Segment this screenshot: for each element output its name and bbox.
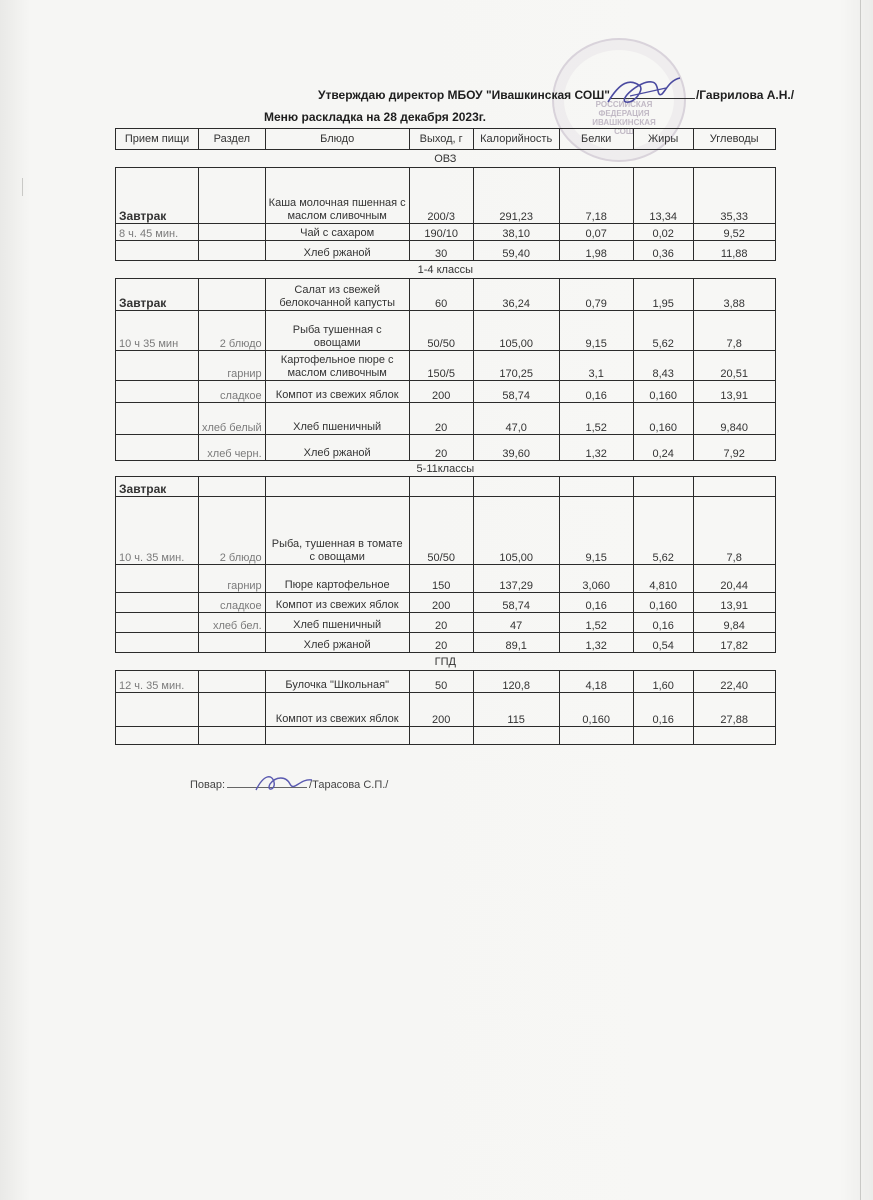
- cell-meal: [116, 381, 199, 403]
- cook-label: Повар:: [190, 779, 226, 791]
- cell-fat: 5,62: [633, 497, 693, 565]
- cell-section: сладкое: [199, 381, 266, 403]
- cell-carbs: 35,33: [693, 168, 775, 224]
- cell-carbs: 9,840: [693, 403, 775, 435]
- cell-meal: [116, 693, 199, 727]
- cell-fat: 8,43: [633, 351, 693, 381]
- approval-line: [318, 88, 794, 102]
- cell-output: 20: [409, 435, 473, 461]
- cell-section: хлеб белый: [199, 403, 266, 435]
- table-row: [116, 311, 776, 351]
- section-title-row: [116, 461, 776, 477]
- cell-calories: 291,23: [473, 168, 559, 224]
- cell-dish: Компот из свежих яблок: [265, 693, 409, 727]
- column-header: Прием пищи: [116, 129, 199, 150]
- column-header: Раздел: [199, 129, 266, 150]
- cell-dish: Рыба, тушенная в томате с овощами: [265, 497, 409, 565]
- cell-calories: 58,74: [473, 593, 559, 613]
- cell-protein: 9,15: [559, 311, 633, 351]
- cell-carbs: 22,40: [693, 671, 775, 693]
- cell-protein: 3,1: [559, 351, 633, 381]
- cell-dish: Хлеб ржаной: [265, 435, 409, 461]
- cell-dish: Булочка "Школьная": [265, 671, 409, 693]
- cell-dish: Хлеб пшеничный: [265, 403, 409, 435]
- cell-output: 150/5: [409, 351, 473, 381]
- cell-protein: 0,16: [559, 381, 633, 403]
- cell-output: 50/50: [409, 311, 473, 351]
- cell-protein: 4,18: [559, 671, 633, 693]
- cell-carbs: 7,8: [693, 311, 775, 351]
- cell-section: [199, 168, 266, 224]
- cell-dish: Хлеб ржаной: [265, 241, 409, 261]
- table-row: [116, 351, 776, 381]
- column-header: Выход, г: [409, 129, 473, 150]
- table-row: [116, 565, 776, 593]
- table-row: [116, 633, 776, 653]
- cell-meal: [116, 241, 199, 261]
- cell-meal: [116, 593, 199, 613]
- scan-artifact: [22, 178, 23, 196]
- cell-protein: 9,15: [559, 497, 633, 565]
- cell-protein: 1,52: [559, 403, 633, 435]
- cell-dish: Компот из свежих яблок: [265, 381, 409, 403]
- cell-carbs: 27,88: [693, 693, 775, 727]
- table-row: [116, 727, 776, 745]
- cell-calories: 47,0: [473, 403, 559, 435]
- cell-carbs: 9,52: [693, 224, 775, 241]
- section-title: ГПД: [434, 655, 456, 668]
- cell-calories: 170,25: [473, 351, 559, 381]
- cell-section: [199, 224, 266, 241]
- cell-calories: 120,8: [473, 671, 559, 693]
- cell-protein: 7,18: [559, 168, 633, 224]
- cell-meal: [116, 613, 199, 633]
- table-row: [116, 671, 776, 693]
- cell-dish: Салат из свежей белокочанной капусты: [265, 279, 409, 311]
- approval-suffix: /Гаврилова А.Н./: [695, 88, 795, 102]
- cook-name: /Тарасова С.П./: [309, 779, 389, 791]
- menu-table: [115, 128, 776, 745]
- cell-dish: Хлеб ржаной: [265, 633, 409, 653]
- table-row: [116, 241, 776, 261]
- cell-fat: 0,36: [633, 241, 693, 261]
- cell-calories: 39,60: [473, 435, 559, 461]
- cell-protein: 0,160: [559, 693, 633, 727]
- cell-calories: 38,10: [473, 224, 559, 241]
- section-title: ОВЗ: [434, 152, 457, 165]
- cell-protein: 0,79: [559, 279, 633, 311]
- table-row: [116, 435, 776, 461]
- table-row: [116, 693, 776, 727]
- table-row: [116, 403, 776, 435]
- cell-section: [199, 693, 266, 727]
- cell-meal: 10 ч. 35 мин.: [116, 497, 199, 565]
- cell-protein: [559, 477, 633, 497]
- cell-dish: Картофельное пюре с маслом сливочным: [265, 351, 409, 381]
- cell-fat: 0,02: [633, 224, 693, 241]
- cook-signature: [250, 770, 320, 798]
- table-row: [116, 279, 776, 311]
- table-row: [116, 613, 776, 633]
- column-header: Блюдо: [265, 129, 409, 150]
- cell-section: хлеб черн.: [199, 435, 266, 461]
- cell-carbs: 17,82: [693, 633, 775, 653]
- scan-artifact: [860, 0, 861, 1200]
- stamp-text: РОССИЙСКАЯ ФЕДЕРАЦИЯ ИВАШКИНСКАЯ СОШ: [592, 100, 656, 136]
- cell-carbs: 3,88: [693, 279, 775, 311]
- cell-protein: 1,32: [559, 633, 633, 653]
- cell-dish: Чай с сахаром: [265, 224, 409, 241]
- column-header: Углеводы: [693, 129, 775, 150]
- table-row: [116, 381, 776, 403]
- cell-meal: [116, 351, 199, 381]
- cell-calories: 36,24: [473, 279, 559, 311]
- cell-protein: 3,060: [559, 565, 633, 593]
- cell-section: [199, 477, 266, 497]
- cell-dish: [265, 477, 409, 497]
- cell-carbs: [693, 727, 775, 745]
- cell-calories: [473, 727, 559, 745]
- cell-output: 30: [409, 241, 473, 261]
- cell-calories: 89,1: [473, 633, 559, 653]
- cell-fat: 0,54: [633, 633, 693, 653]
- cell-section: хлеб бел.: [199, 613, 266, 633]
- table-row: [116, 593, 776, 613]
- cell-output: 200: [409, 693, 473, 727]
- cell-fat: 13,34: [633, 168, 693, 224]
- cell-meal: [116, 435, 199, 461]
- cell-meal: [116, 565, 199, 593]
- cell-carbs: 20,44: [693, 565, 775, 593]
- cell-dish: Пюре картофельное: [265, 565, 409, 593]
- cell-section: [199, 241, 266, 261]
- section-title: 5-11классы: [416, 462, 475, 475]
- cell-output: 200/3: [409, 168, 473, 224]
- cell-calories: [473, 477, 559, 497]
- cell-section: [199, 671, 266, 693]
- cell-fat: 0,24: [633, 435, 693, 461]
- table-row: [116, 168, 776, 224]
- cell-output: [409, 477, 473, 497]
- cell-calories: 105,00: [473, 497, 559, 565]
- cell-calories: 59,40: [473, 241, 559, 261]
- cell-meal: 12 ч. 35 мин.: [116, 671, 199, 693]
- column-header: Белки: [559, 129, 633, 150]
- section-title-row: [116, 653, 776, 671]
- cell-meal: Завтрак: [116, 279, 199, 311]
- cell-section: [199, 279, 266, 311]
- cell-output: 200: [409, 381, 473, 403]
- cell-output: 20: [409, 633, 473, 653]
- menu-title: Меню раскладка на 28 декабря 2023г.: [264, 110, 486, 124]
- section-title-row: [116, 261, 776, 279]
- cell-section: сладкое: [199, 593, 266, 613]
- cell-calories: 47: [473, 613, 559, 633]
- table-header-row: [116, 129, 776, 150]
- column-header: Жиры: [633, 129, 693, 150]
- section-title: 1-4 классы: [417, 263, 473, 276]
- cell-meal: Завтрак: [116, 168, 199, 224]
- cell-dish: Хлеб пшеничный: [265, 613, 409, 633]
- cell-output: 20: [409, 403, 473, 435]
- cell-output: 60: [409, 279, 473, 311]
- cell-output: 190/10: [409, 224, 473, 241]
- cell-fat: 0,160: [633, 403, 693, 435]
- cell-carbs: [693, 477, 775, 497]
- column-header: Калорийность: [473, 129, 559, 150]
- cell-carbs: 7,92: [693, 435, 775, 461]
- director-signature: [600, 72, 690, 112]
- cell-calories: 58,74: [473, 381, 559, 403]
- cell-protein: 1,52: [559, 613, 633, 633]
- cell-calories: 115: [473, 693, 559, 727]
- cell-section: [199, 633, 266, 653]
- cell-meal: [116, 403, 199, 435]
- cell-dish: [265, 727, 409, 745]
- cell-output: [409, 727, 473, 745]
- cell-dish: Каша молочная пшенная с маслом сливочным: [265, 168, 409, 224]
- cell-carbs: 13,91: [693, 593, 775, 613]
- cell-section: 2 блюдо: [199, 497, 266, 565]
- cell-protein: 0,07: [559, 224, 633, 241]
- table-row: [116, 477, 776, 497]
- approval-prefix: Утверждаю директор МБОУ "Ивашкинская СОШ": [318, 88, 610, 102]
- cell-section: гарнир: [199, 351, 266, 381]
- cell-fat: [633, 727, 693, 745]
- cell-section: 2 блюдо: [199, 311, 266, 351]
- cell-meal: Завтрак: [116, 477, 199, 497]
- cell-calories: 105,00: [473, 311, 559, 351]
- cell-output: 20: [409, 613, 473, 633]
- cell-fat: 4,810: [633, 565, 693, 593]
- cell-fat: 0,16: [633, 613, 693, 633]
- cell-protein: 1,32: [559, 435, 633, 461]
- cell-meal: [116, 727, 199, 745]
- cell-protein: 1,98: [559, 241, 633, 261]
- cell-carbs: 20,51: [693, 351, 775, 381]
- cell-section: [199, 727, 266, 745]
- cell-carbs: 9,84: [693, 613, 775, 633]
- cell-meal: 10 ч 35 мин: [116, 311, 199, 351]
- cell-fat: 0,16: [633, 693, 693, 727]
- cell-dish: Компот из свежих яблок: [265, 593, 409, 613]
- cell-fat: 0,160: [633, 381, 693, 403]
- cell-output: 50/50: [409, 497, 473, 565]
- table-row: [116, 497, 776, 565]
- cell-calories: 137,29: [473, 565, 559, 593]
- cell-output: 50: [409, 671, 473, 693]
- cell-fat: [633, 477, 693, 497]
- cell-output: 150: [409, 565, 473, 593]
- cell-output: 200: [409, 593, 473, 613]
- cell-fat: 1,60: [633, 671, 693, 693]
- cell-protein: [559, 727, 633, 745]
- cell-protein: 0,16: [559, 593, 633, 613]
- section-title-row: [116, 150, 776, 168]
- cell-dish: Рыба тушенная с овощами: [265, 311, 409, 351]
- table-row: [116, 224, 776, 241]
- cell-meal: [116, 633, 199, 653]
- cell-carbs: 11,88: [693, 241, 775, 261]
- cell-carbs: 13,91: [693, 381, 775, 403]
- cell-fat: 0,160: [633, 593, 693, 613]
- cell-carbs: 7,8: [693, 497, 775, 565]
- cell-section: гарнир: [199, 565, 266, 593]
- cell-meal: 8 ч. 45 мин.: [116, 224, 199, 241]
- cell-fat: 1,95: [633, 279, 693, 311]
- cell-fat: 5,62: [633, 311, 693, 351]
